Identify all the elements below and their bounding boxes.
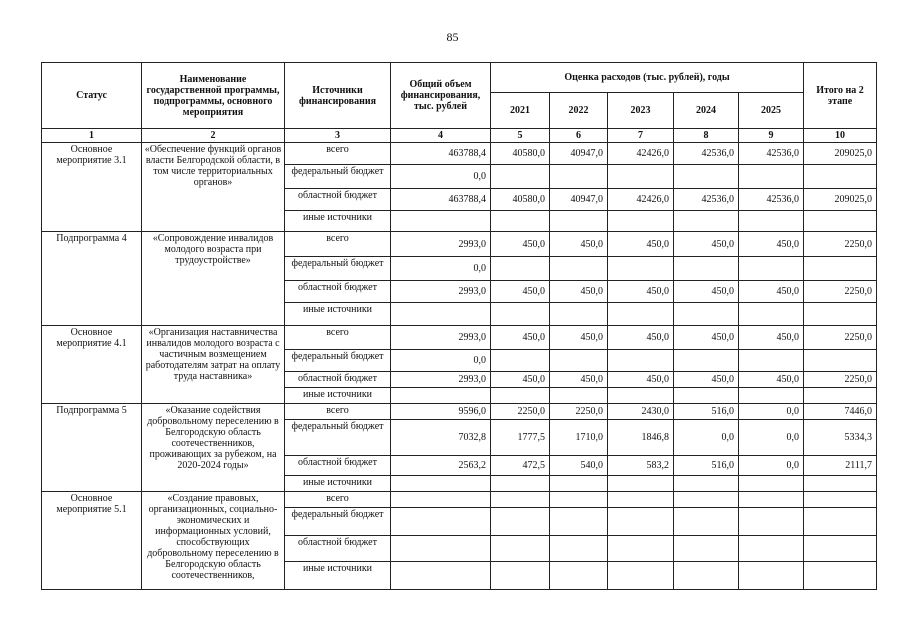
value-cell: 2250,0: [804, 232, 877, 257]
column-number: 2: [142, 129, 285, 143]
value-cell: [550, 257, 608, 281]
value-cell: [804, 303, 877, 326]
value-cell: [391, 303, 491, 326]
value-cell: [674, 536, 739, 562]
value-cell: 450,0: [550, 281, 608, 303]
header-name: Наименование государственной программы, подпрограммы, основного мероприятия: [142, 63, 285, 129]
value-cell: [391, 388, 491, 404]
value-cell: 463788,4: [391, 143, 491, 165]
value-cell: [674, 303, 739, 326]
value-cell: 2563,2: [391, 456, 491, 476]
value-cell: [739, 508, 804, 536]
value-cell: 450,0: [550, 326, 608, 350]
header-itogo: Итого на 2 этапе: [804, 63, 877, 129]
value-cell: 5334,3: [804, 420, 877, 456]
value-cell: [491, 492, 550, 508]
column-number: 1: [42, 129, 142, 143]
value-cell: 450,0: [608, 281, 674, 303]
row-source: иные источники: [285, 562, 391, 590]
value-cell: 2250,0: [804, 372, 877, 388]
value-cell: 0,0: [391, 257, 491, 281]
table-row: [42, 232, 877, 257]
row-source: федеральный бюджет: [285, 350, 391, 372]
value-cell: [674, 257, 739, 281]
value-cell: [804, 492, 877, 508]
value-cell: [550, 562, 608, 590]
value-cell: [739, 492, 804, 508]
value-cell: 450,0: [491, 232, 550, 257]
column-number: 5: [491, 129, 550, 143]
value-cell: [550, 303, 608, 326]
row-source: областной бюджет: [285, 536, 391, 562]
page-number: 85: [446, 30, 459, 44]
row-status: Основное мероприятие 5.1: [42, 492, 142, 590]
header-sources: Источники финансирования: [285, 63, 391, 129]
value-cell: 0,0: [391, 165, 491, 189]
value-cell: [550, 492, 608, 508]
row-source: федеральный бюджет: [285, 508, 391, 536]
value-cell: 0,0: [674, 420, 739, 456]
value-cell: [739, 388, 804, 404]
value-cell: 450,0: [491, 281, 550, 303]
value-cell: [608, 388, 674, 404]
value-cell: [550, 211, 608, 232]
header-year: 2023: [608, 93, 674, 129]
value-cell: [674, 211, 739, 232]
value-cell: 2993,0: [391, 326, 491, 350]
value-cell: [608, 492, 674, 508]
value-cell: [804, 350, 877, 372]
value-cell: [491, 165, 550, 189]
value-cell: [550, 165, 608, 189]
value-cell: 42536,0: [674, 143, 739, 165]
value-cell: 450,0: [674, 372, 739, 388]
value-cell: 2111,7: [804, 456, 877, 476]
row-source: всего: [285, 492, 391, 508]
value-cell: 7032,8: [391, 420, 491, 456]
value-cell: 450,0: [608, 326, 674, 350]
row-source: областной бюджет: [285, 456, 391, 476]
value-cell: 42426,0: [608, 189, 674, 211]
header-status: Статус: [42, 63, 142, 129]
row-source: всего: [285, 326, 391, 350]
row-name: «Организация наставничества инвалидов молодого возраста с частичным возмещением работодателям затрат на оплату труда наставника»: [142, 326, 285, 404]
value-cell: [674, 350, 739, 372]
value-cell: [608, 350, 674, 372]
value-cell: [608, 536, 674, 562]
value-cell: 209025,0: [804, 143, 877, 165]
value-cell: [674, 492, 739, 508]
column-number: 4: [391, 129, 491, 143]
value-cell: 42536,0: [739, 189, 804, 211]
column-number: 8: [674, 129, 739, 143]
table-row: [42, 326, 877, 350]
value-cell: [804, 476, 877, 492]
value-cell: [804, 536, 877, 562]
value-cell: 450,0: [674, 281, 739, 303]
value-cell: 450,0: [739, 372, 804, 388]
value-cell: 7446,0: [804, 404, 877, 420]
funding-table-wrapper: [41, 62, 876, 590]
value-cell: 450,0: [550, 372, 608, 388]
value-cell: [550, 350, 608, 372]
header-year: 2024: [674, 93, 739, 129]
value-cell: [550, 508, 608, 536]
value-cell: [674, 508, 739, 536]
value-cell: [391, 536, 491, 562]
value-cell: 2250,0: [491, 404, 550, 420]
value-cell: 450,0: [739, 232, 804, 257]
column-number: 7: [608, 129, 674, 143]
row-status: Подпрограмма 5: [42, 404, 142, 492]
value-cell: [804, 257, 877, 281]
header-estimate: Оценка расходов (тыс. рублей), годы: [491, 63, 804, 93]
value-cell: [391, 508, 491, 536]
value-cell: 2430,0: [608, 404, 674, 420]
value-cell: 2250,0: [550, 404, 608, 420]
header-total-volume: Общий объем финансирования, тыс. рублей: [391, 63, 491, 129]
value-cell: [804, 211, 877, 232]
value-cell: 42426,0: [608, 143, 674, 165]
row-source: областной бюджет: [285, 372, 391, 388]
value-cell: 450,0: [491, 326, 550, 350]
column-number: 3: [285, 129, 391, 143]
row-name: «Создание правовых, организационных, социально-экономических и информационных условий, способствующих добровольному переселению в Белгородскую область соотечественников,: [142, 492, 285, 590]
value-cell: [491, 211, 550, 232]
row-source: всего: [285, 143, 391, 165]
value-cell: 450,0: [491, 372, 550, 388]
value-cell: [739, 303, 804, 326]
value-cell: [391, 211, 491, 232]
column-number: 10: [804, 129, 877, 143]
value-cell: [491, 562, 550, 590]
value-cell: [608, 476, 674, 492]
value-cell: 450,0: [739, 281, 804, 303]
table-row: [42, 404, 877, 420]
value-cell: 42536,0: [739, 143, 804, 165]
value-cell: [491, 303, 550, 326]
value-cell: [739, 536, 804, 562]
value-cell: 450,0: [608, 372, 674, 388]
value-cell: 42536,0: [674, 189, 739, 211]
value-cell: 2993,0: [391, 372, 491, 388]
row-source: иные источники: [285, 476, 391, 492]
value-cell: [608, 211, 674, 232]
value-cell: 40947,0: [550, 143, 608, 165]
value-cell: [550, 388, 608, 404]
row-name: «Сопровождение инвалидов молодого возраста при трудоустройстве»: [142, 232, 285, 326]
value-cell: 450,0: [550, 232, 608, 257]
value-cell: [739, 211, 804, 232]
table-row: [42, 492, 877, 508]
row-status: Основное мероприятие 3.1: [42, 143, 142, 232]
value-cell: 2993,0: [391, 281, 491, 303]
value-cell: 2993,0: [391, 232, 491, 257]
value-cell: 209025,0: [804, 189, 877, 211]
value-cell: 2250,0: [804, 281, 877, 303]
value-cell: 0,0: [391, 350, 491, 372]
value-cell: [674, 388, 739, 404]
value-cell: 540,0: [550, 456, 608, 476]
value-cell: [608, 257, 674, 281]
value-cell: [739, 476, 804, 492]
value-cell: [674, 165, 739, 189]
value-cell: [491, 536, 550, 562]
value-cell: [491, 508, 550, 536]
value-cell: 1710,0: [550, 420, 608, 456]
value-cell: [804, 562, 877, 590]
row-source: областной бюджет: [285, 189, 391, 211]
value-cell: [391, 492, 491, 508]
value-cell: 1846,8: [608, 420, 674, 456]
value-cell: 450,0: [608, 232, 674, 257]
value-cell: 516,0: [674, 404, 739, 420]
value-cell: [739, 562, 804, 590]
table-body: [42, 143, 877, 590]
value-cell: [739, 350, 804, 372]
value-cell: 516,0: [674, 456, 739, 476]
value-cell: [674, 562, 739, 590]
value-cell: [674, 476, 739, 492]
row-source: иные источники: [285, 303, 391, 326]
row-name: «Оказание содействия добровольному переселению в Белгородскую область соотечественников, проживающих за рубежом, на 2020-2024 годы»: [142, 404, 285, 492]
value-cell: 472,5: [491, 456, 550, 476]
row-source: федеральный бюджет: [285, 165, 391, 189]
value-cell: [608, 165, 674, 189]
funding-table: [41, 62, 877, 590]
row-source: всего: [285, 232, 391, 257]
value-cell: 463788,4: [391, 189, 491, 211]
column-number: 6: [550, 129, 608, 143]
row-source: федеральный бюджет: [285, 257, 391, 281]
table-row: [42, 143, 877, 165]
value-cell: [804, 388, 877, 404]
value-cell: 450,0: [739, 326, 804, 350]
row-source: федеральный бюджет: [285, 420, 391, 456]
value-cell: [491, 476, 550, 492]
value-cell: 0,0: [739, 404, 804, 420]
header-year: 2021: [491, 93, 550, 129]
value-cell: [804, 508, 877, 536]
header-year: 2025: [739, 93, 804, 129]
row-source: областной бюджет: [285, 281, 391, 303]
value-cell: 450,0: [674, 232, 739, 257]
value-cell: [391, 562, 491, 590]
value-cell: [391, 476, 491, 492]
value-cell: [550, 536, 608, 562]
value-cell: 583,2: [608, 456, 674, 476]
value-cell: [608, 562, 674, 590]
value-cell: [804, 165, 877, 189]
row-name: «Обеспечение функций органов власти Белгородской области, в том числе территориальных органов»: [142, 143, 285, 232]
value-cell: 2250,0: [804, 326, 877, 350]
value-cell: 1777,5: [491, 420, 550, 456]
value-cell: [550, 476, 608, 492]
value-cell: 40580,0: [491, 143, 550, 165]
value-cell: [608, 508, 674, 536]
value-cell: [739, 165, 804, 189]
column-number: 9: [739, 129, 804, 143]
value-cell: 40580,0: [491, 189, 550, 211]
value-cell: [491, 257, 550, 281]
value-cell: [491, 350, 550, 372]
value-cell: [608, 303, 674, 326]
value-cell: 0,0: [739, 456, 804, 476]
value-cell: [739, 257, 804, 281]
value-cell: 9596,0: [391, 404, 491, 420]
row-status: Основное мероприятие 4.1: [42, 326, 142, 404]
row-source: иные источники: [285, 388, 391, 404]
row-status: Подпрограмма 4: [42, 232, 142, 326]
value-cell: 450,0: [674, 326, 739, 350]
value-cell: [491, 388, 550, 404]
header-year: 2022: [550, 93, 608, 129]
value-cell: 40947,0: [550, 189, 608, 211]
row-source: иные источники: [285, 211, 391, 232]
value-cell: 0,0: [739, 420, 804, 456]
row-source: всего: [285, 404, 391, 420]
